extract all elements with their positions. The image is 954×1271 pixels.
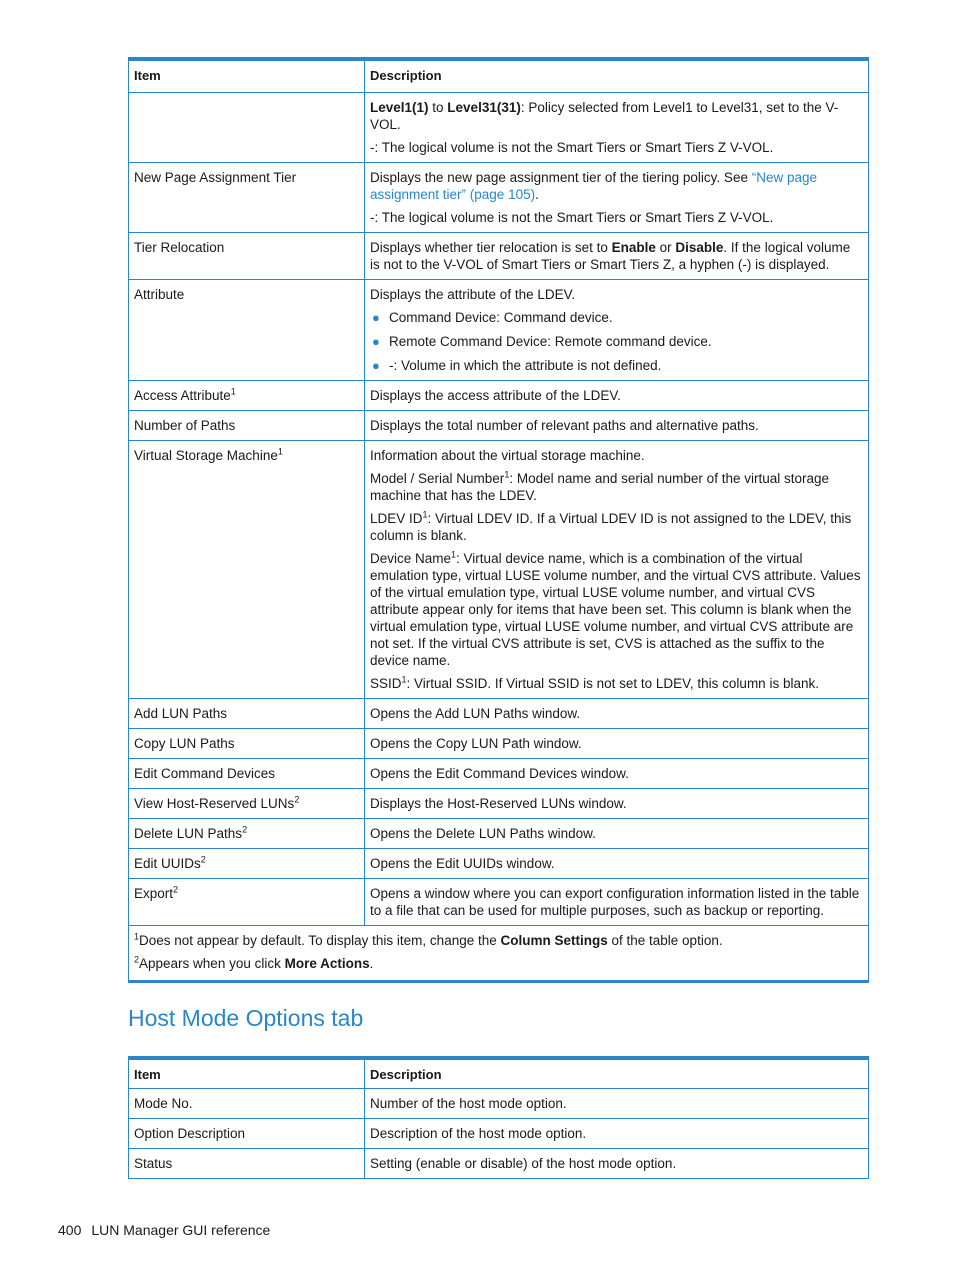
row-description: Opens the Edit Command Devices window.	[365, 758, 869, 788]
table-row	[129, 1089, 869, 1119]
row-item: Virtual Storage Machine$^1$	[129, 440, 365, 698]
row-item: View Host-Reserved LUNs$^2$	[129, 788, 365, 818]
page-footer	[58, 1222, 270, 1239]
cross-reference-link[interactable]: “New page assignment tier” (page 105)	[370, 169, 818, 202]
table-row	[129, 380, 869, 410]
row-description: Displays the new page assignment tier of the tiering policy. See “New page assignment tier” (page 105). -: The logical volume is not the Smart Tiers or Smart Tiers Z V-VOL.	[365, 162, 869, 232]
table-row	[129, 440, 869, 698]
table-footnotes	[129, 925, 869, 981]
table-row	[129, 878, 869, 925]
table-row	[129, 279, 869, 380]
list-item: ● -: Volume in which the attribute is not defined.	[372, 357, 662, 373]
row-description: Displays the Host-Reserved LUNs window.	[365, 788, 869, 818]
column-header-description: Description	[365, 1058, 869, 1089]
bullet-icon: ●	[372, 357, 380, 373]
row-description: Opens the Edit UUIDs window.	[365, 848, 869, 878]
column-header-item: Item	[129, 1058, 365, 1089]
bullet-icon: ●	[372, 309, 380, 325]
table-row	[129, 818, 869, 848]
page-number: 400	[58, 1222, 82, 1238]
column-header-item: Item	[129, 59, 365, 92]
row-item	[129, 92, 365, 162]
row-item: New Page Assignment Tier	[129, 162, 365, 232]
row-description: Setting (enable or disable) of the host mode option.	[365, 1149, 869, 1179]
row-item: Option Description	[129, 1119, 365, 1149]
table-row	[129, 698, 869, 728]
row-item: Copy LUN Paths	[129, 728, 365, 758]
row-item: Delete LUN Paths$^2$	[129, 818, 365, 848]
row-description: Description of the host mode option.	[365, 1119, 869, 1149]
host-mode-options-table	[128, 1056, 869, 1179]
row-item: Add LUN Paths	[129, 698, 365, 728]
row-description: Opens a window where you can export configuration information listed in the table to a file that can be used for multiple purposes, such as backup or reporting.	[365, 878, 869, 925]
row-item: Attribute	[129, 279, 365, 380]
table-row	[129, 1149, 869, 1179]
row-item: Tier Relocation	[129, 232, 365, 279]
table-row	[129, 788, 869, 818]
attribute-list	[370, 309, 863, 374]
table-row	[129, 758, 869, 788]
row-description: Displays the total number of relevant paths and alternative paths.	[365, 410, 869, 440]
row-description: Displays the attribute of the LDEV. ● Command Device: Command device. ● Remote Command Device: Remote command device. ● -: Volume in which the attribute is not defined.	[365, 279, 869, 380]
row-item: Edit UUIDs$^2$	[129, 848, 365, 878]
row-description: Information about the virtual storage machine. Model / Serial Number$^1$: Model name and serial number of the virtual storage machine that has the LDEV. LDEV $ID^1$: Virtual LDEV ID. If a Virtual LDEV ID is not assigned to the LDEV, this column is blank. Device Name$^1$: Virtual device name, which is a combination of the virtual emulation type, virtual LUSE volume number, and the virtual CVS attribute. Values of the virtual emulation type, virtual LUSE volume number, and virtual CVS attribute appear only for items that have been set. This column is blank when the virtual emulation type, virtual LUSE volume number, and virtual CVS attribute are not set. If the virtual CVS attribute is set, CVS is attached as the suffix to the device name. SSID$^1$: Virtual SSID. If Virtual SSID is not set to LDEV, this column is blank.	[365, 440, 869, 698]
footnotes-cell: $^1$Does not appear by default. To display this item, change the Column Settings of the table option. $^2$Appears when you click More Actions.	[129, 925, 869, 981]
column-header-description: Description	[365, 59, 869, 92]
row-item: Edit Command Devices	[129, 758, 365, 788]
footer-title: LUN Manager GUI reference	[91, 1222, 271, 1238]
row-item: Number of Paths	[129, 410, 365, 440]
row-description: Displays whether tier relocation is set to Enable or Disable. If the logical volume is not to the V-VOL of Smart Tiers or Smart Tiers Z, a hyphen (-) is displayed.	[365, 232, 869, 279]
row-description: Level1(1) to Level31(31): Policy selected from Level1 to Level31, set to the V-VOL. -: The logical volume is not the Smart Tiers or Smart Tiers Z V-VOL.	[365, 92, 869, 162]
row-description: Opens the Delete LUN Paths window.	[365, 818, 869, 848]
list-item: ● Command Device: Command device.	[372, 309, 613, 325]
table-row	[129, 410, 869, 440]
row-item: Status	[129, 1149, 365, 1179]
row-description: Displays the access attribute of the LDEV.	[365, 380, 869, 410]
row-item: Export$^2$	[129, 878, 365, 925]
row-description: Opens the Add LUN Paths window.	[365, 698, 869, 728]
ldev-properties-table	[128, 57, 869, 983]
table-row	[129, 92, 869, 162]
row-description: Number of the host mode option.	[365, 1089, 869, 1119]
row-item: Access Attribute$^1$	[129, 380, 365, 410]
row-description: Opens the Copy LUN Path window.	[365, 728, 869, 758]
table-row	[129, 232, 869, 279]
table-row	[129, 848, 869, 878]
row-item: Mode No.	[129, 1089, 365, 1119]
table-row	[129, 728, 869, 758]
section-heading: Host Mode Options tab	[128, 1005, 364, 1031]
list-item: ● Remote Command Device: Remote command device.	[372, 333, 712, 349]
table-row	[129, 162, 869, 232]
table-row	[129, 1119, 869, 1149]
bullet-icon: ●	[372, 333, 380, 349]
